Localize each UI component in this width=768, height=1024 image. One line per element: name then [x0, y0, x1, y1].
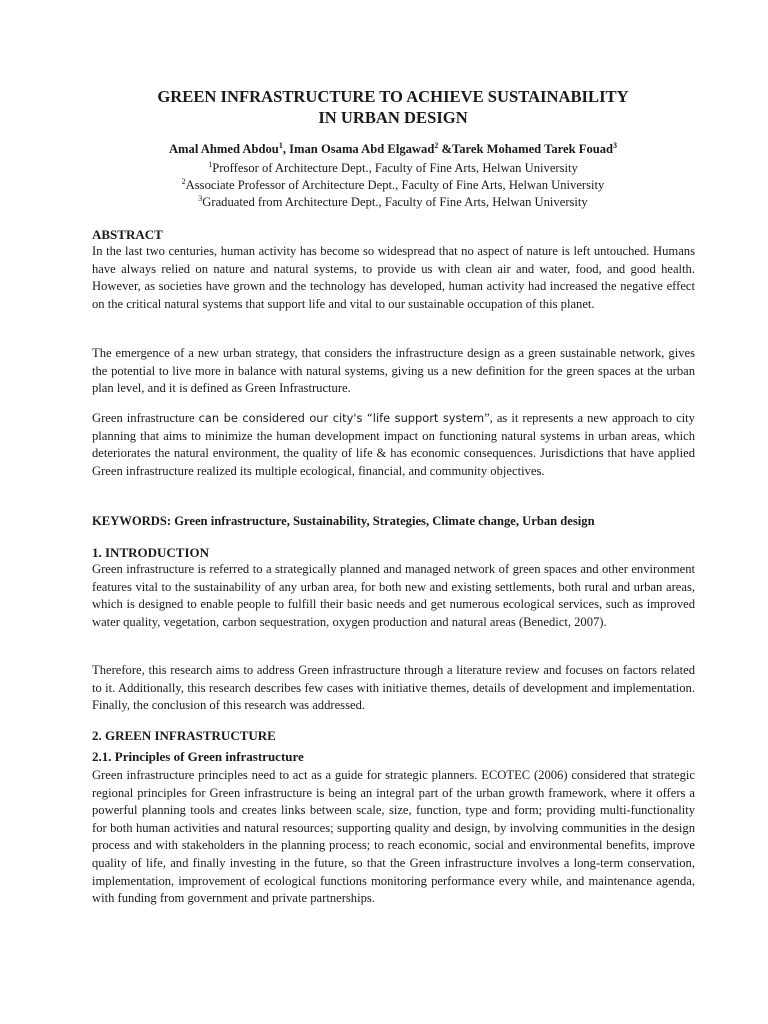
introduction-paragraph-2: Therefore, this research aims to address Green infrastructure through a literature review and focuses on factors related to it. Additionally, this research describes few cases with initiative themes, details of development and implementation. Finally, the conclusion of this research was addressed.: [92, 663, 695, 713]
title-line-1: GREEN INFRASTRUCTURE TO ACHIEVE SUSTAINABILITY: [157, 87, 629, 106]
abstract-paragraph-1: In the last two centuries, human activity has become so widespread that no aspect of nature is left untouched. Humans have always relied on nature and natural systems, to provide us with clean air and water, food, and good health. However, as societies have grown and the technology has developed, human activity had increased the negative effect on the critical natural systems that support life and vital to our sustainable occupation of this planet.: [92, 244, 695, 311]
author-3-sup: 3: [613, 140, 618, 150]
author-list: [92, 141, 694, 159]
affiliation-2-text: Associate Professor of Architecture Dept., Faculty of Fine Arts, Helwan University: [185, 178, 605, 192]
introduction-heading: 1. INTRODUCTION: [92, 545, 210, 560]
title-line-2: IN URBAN DESIGN: [318, 108, 468, 127]
author-1: Amal Ahmed Abdou: [168, 142, 279, 156]
abstract-paragraph-3: [92, 410, 695, 480]
affiliation-3: [92, 194, 694, 212]
abstract-p3-part-a: Green infrastructure: [92, 411, 199, 425]
author-3: &Tarek Mohamed Tarek Fouad: [438, 142, 614, 156]
paper-title: [92, 86, 694, 128]
affiliation-2: [92, 177, 694, 195]
author-1-sup: 1: [278, 140, 283, 150]
affiliation-3-sup: 3: [198, 193, 203, 203]
keywords: KEYWORDS: Green infrastructure, Sustainability, Strategies, Climate change, Urban design: [92, 514, 595, 528]
author-2: , Iman Osama Abd Elgawad: [282, 142, 435, 156]
affiliation-2-sup: 2: [181, 176, 186, 186]
affiliation-1: [92, 160, 694, 178]
affiliation-1-text: Proffesor of Architecture Dept., Faculty of Fine Arts, Helwan University: [212, 161, 578, 175]
section-2-heading: 2. GREEN INFRASTRUCTURE: [92, 728, 276, 743]
affiliation-3-text: Graduated from Architecture Dept., Faculty of Fine Arts, Helwan University: [202, 195, 588, 209]
section-2-1-paragraph: Green infrastructure principles need to act as a guide for strategic planners. ECOTEC (2006) considered that strategic regional principles for Green infrastructure is being an integral part of the urban growth framework, where it offers a powerful planning tools and creates links between scale, size, function, type and form; providing multi-functionality for both human activities and natural resources; supporting quality and design, by involving communities in the design process and with stakeholders in the planning process; to reach economic, social and environmental benefits, improve quality of life, and finally investing in the future, so that the Green infrastructure involves a long-term conservation, implementation, improvement of ecological functions monitoring performance every while, and maintenance agenda, with funding from government and private partnerships.: [92, 768, 695, 906]
section-2-1-heading: 2.1. Principles of Green infrastructure: [92, 749, 304, 764]
affiliation-1-sup: 1: [208, 159, 213, 169]
abstract-paragraph-2: The emergence of a new urban strategy, that considers the infrastructure design as a green sustainable network, gives the potential to live more in balance with natural systems, giving us a new definition for the green spaces at the urban plan level, and it is defined as Green Infrastructure.: [92, 346, 695, 396]
author-2-sup: 2: [434, 140, 439, 150]
abstract-p3-part-c: ”, as it represents a new approach to city planning that aims to minimize the human development impact on functioning natural systems in urban areas, which deteriorates the natural environment, the quality of life & has economic consequences. Jurisdictions that have applied Green infrastructure realized its multiple ecological, financial, and community objectives.: [92, 411, 695, 478]
introduction-paragraph-1: Green infrastructure is referred to a strategically planned and managed network of green spaces and other environment features vital to the sustainability of any urban area, for both new and existing settlements, both rural and urban areas, which is designed to enable people to fulfill their basic needs and get numerous ecological services, such as improved water quality, vegetation, carbon sequestration, oxygen production and natural areas (Benedict, 2007).: [92, 562, 695, 629]
abstract-p3-part-b: can be considered our city's “life support system: [198, 411, 485, 425]
abstract-heading: ABSTRACT: [92, 227, 163, 242]
